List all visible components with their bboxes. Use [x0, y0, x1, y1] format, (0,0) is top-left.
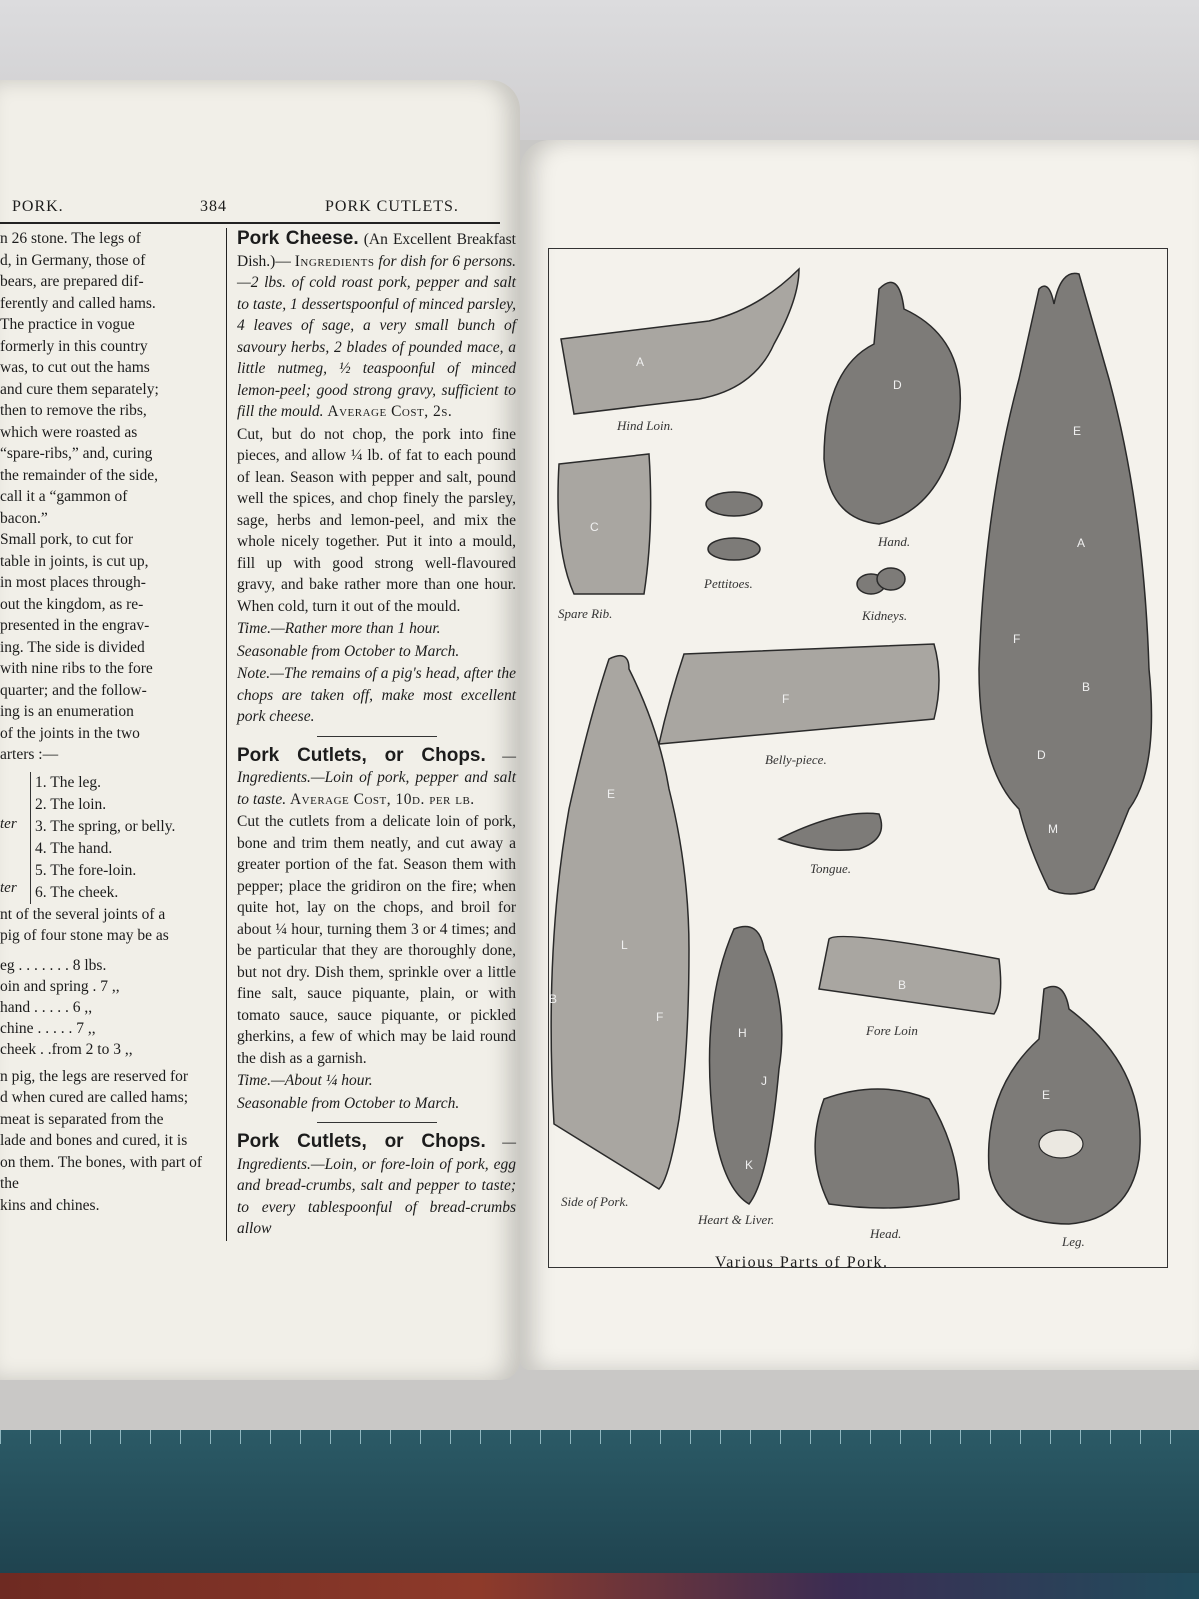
weight-item: chine . . . . . 7 ,,: [0, 1019, 96, 1037]
recipe-seasonable: Seasonable from October to March.: [237, 1094, 460, 1112]
caption-kidneys: Kidneys.: [862, 608, 908, 623]
average-cost: Average Cost, 2s.: [327, 403, 453, 420]
text-line: the remainder of the side,: [0, 466, 158, 484]
cut-letter-label: F: [656, 1010, 664, 1024]
text-line: ing is an enumeration: [0, 703, 134, 720]
belly-piece-cut: [659, 644, 939, 744]
cut-letter-label: J: [761, 1074, 767, 1088]
caption-head: Head.: [870, 1226, 902, 1241]
figure-title: Various Parts of Pork.: [715, 1254, 889, 1271]
recipe-seasonable: Seasonable from October to March.: [237, 642, 460, 660]
text-line: of the joints in the two: [0, 724, 140, 742]
leg-bone: [1039, 1130, 1083, 1158]
weights-list: [0, 955, 218, 1060]
recipe-title: Pork Cutlets, or Chops.: [237, 744, 486, 766]
cut-letter-label: H: [738, 1026, 747, 1040]
text-line: ferently and called hams.: [0, 294, 156, 312]
mat-tick: [1170, 1430, 1171, 1444]
cut-letter-label: B: [1082, 680, 1091, 694]
recipe-note: Note.—The remains of a pig's head, after the chops are taken off, make most excellent pork cheese.: [237, 665, 516, 725]
pork-cheese-recipe: [237, 228, 516, 423]
recipe-method: Cut, but do not chop, the pork into fine pieces, and allow ¼ lb. of fat to each pound of lean. Season with pepper and salt, pound well the spices, and chop finely the parsley, sage, herbs and lemon-peel, and mix the whole nicely together. Put it into a mould, fill up with good strong well-flavoured gravy, and bake rather more than one hour. When cold, turn it out of the mould.: [237, 425, 516, 615]
pettitoes: [708, 538, 760, 560]
text-line: kins and chines.: [0, 1196, 100, 1214]
mat-tick: [510, 1430, 511, 1444]
mat-tick: [630, 1430, 631, 1444]
mat-tick: [1110, 1430, 1111, 1444]
recipe-column: [226, 228, 516, 1241]
mat-tick: [660, 1430, 661, 1444]
caption-pettitoes: Pettitoes.: [704, 576, 753, 591]
text-line: out the kingdom, as re-: [0, 595, 144, 613]
pettitoes: [706, 492, 762, 516]
mat-tick: [90, 1430, 91, 1444]
mat-tick: [690, 1430, 691, 1444]
quarter-label: ter: [0, 816, 17, 832]
running-head: [0, 192, 500, 224]
divider: [317, 1122, 437, 1123]
ingredients-text: —Ingredients.—Loin of pork, pepper and salt to taste.: [237, 747, 516, 808]
hand-cut: [824, 282, 960, 524]
mat-tick: [330, 1430, 331, 1444]
cut-letter-label: A: [636, 355, 645, 369]
text-line: was, to cut out the hams: [0, 359, 150, 376]
fore-loin-cut: [819, 937, 1001, 1015]
ingredients-text: for dish for 6 persons.—2 lbs. of cold roast pork, pepper and salt to taste, 1 dessertspoonful of minced parsley, 4 leaves of sage, a very small bunch of savoury herbs, 2 blades of pounded mace, a little nutmeg, ½ teaspoonful of minced lemon-peel; good strong gravy, sufficient to fill the mould.: [237, 252, 517, 420]
joint-item: 1. The leg.: [35, 773, 102, 791]
mat-tick: [0, 1430, 1, 1444]
mat-tick: [1020, 1430, 1021, 1444]
page-number: 384: [200, 198, 227, 215]
recipe-subtitle: (An Excellent Breakfast Dish.)—: [237, 231, 516, 270]
cut-letter-label: L: [621, 938, 628, 952]
pork-cuts-illustration: [549, 249, 1166, 1266]
pork-cutlets-recipe-2: [237, 1131, 516, 1240]
caption-spare-rib: Spare Rib.: [558, 606, 613, 621]
mat-tick: [120, 1430, 121, 1444]
text-line: “spare-ribs,” and, curing: [0, 445, 153, 462]
text-line: ing. The side is divided: [0, 638, 145, 656]
cut-letter-label: E: [607, 787, 616, 801]
text-line: n 26 stone. The legs of: [0, 230, 141, 247]
text-line: n pig, the legs are reserved for: [0, 1067, 189, 1085]
joint-item: 4. The hand.: [35, 839, 113, 857]
cut-letter-label: A: [1077, 536, 1086, 550]
mat-tick: [150, 1430, 151, 1444]
caption-hand: Hand.: [878, 534, 911, 549]
cut-letter-label: C: [590, 520, 599, 534]
mat-tick: [240, 1430, 241, 1444]
pork-cutlets-recipe: [237, 745, 516, 811]
ingredients-text: —Ingredients.—Loin, or fore-loin of pork, egg and bread-crumbs, salt and pepper to taste; to every tablespoonful of bread-crumbs allow: [237, 1134, 516, 1237]
cut-letter-label: E: [1042, 1088, 1051, 1102]
caption-side-of-pork: Side of Pork.: [561, 1194, 629, 1209]
text-line: and cure them separately;: [0, 380, 159, 398]
mat-tick: [420, 1430, 421, 1444]
cut-letter-label: D: [1037, 748, 1046, 762]
mat-tick: [270, 1430, 271, 1444]
recipe-time: Time.—Rather more than 1 hour.: [237, 620, 441, 637]
text-line: then to remove the ribs,: [0, 402, 147, 419]
mat-tick: [30, 1430, 31, 1444]
quarter-label: ter: [0, 880, 17, 896]
mat-tick: [750, 1430, 751, 1444]
head-cut: [815, 1089, 959, 1208]
text-line: formerly in this country: [0, 337, 148, 355]
text-line: bears, are prepared dif-: [0, 273, 144, 290]
mat-tick: [480, 1430, 481, 1444]
mat-tick: [450, 1430, 451, 1444]
caption-leg: Leg.: [1062, 1234, 1085, 1249]
joint-item: 3. The spring, or belly.: [35, 817, 176, 835]
text-line: call it a “gammon of: [0, 488, 128, 505]
mat-tick: [900, 1430, 901, 1444]
text-line: with nine ribs to the fore: [0, 660, 153, 677]
caption-fore-loin: Fore Loin: [866, 1023, 918, 1038]
hind-loin-cut: [561, 269, 799, 414]
text-line: The practice in vogue: [0, 316, 135, 333]
text-line: arters :—: [0, 746, 59, 763]
mat-tick: [870, 1430, 871, 1444]
running-head-right: PORK CUTLETS.: [325, 198, 459, 215]
cut-letter-label: E: [1073, 424, 1082, 438]
leg-cut: [989, 987, 1141, 1225]
recipe-title: Pork Cheese.: [237, 228, 359, 249]
cut-letter-label: F: [782, 692, 790, 706]
tongue-cut: [779, 813, 882, 850]
mat-tick: [840, 1430, 841, 1444]
cut-letter-label: K: [745, 1158, 754, 1172]
whole-pig: [979, 273, 1152, 894]
weight-item: hand . . . . . 6 ,,: [0, 998, 93, 1016]
mat-tick: [570, 1430, 571, 1444]
cutting-mat: [0, 1430, 1199, 1599]
cut-letter-label: F: [1013, 632, 1021, 646]
caption-heart-liver: Heart & Liver.: [698, 1212, 775, 1227]
text-line: on them. The bones, with part of the: [0, 1153, 203, 1192]
mat-tick: [540, 1430, 541, 1444]
mat-tick: [180, 1430, 181, 1444]
caption-hind-loin: Hind Loin.: [617, 418, 674, 433]
mat-tick: [360, 1430, 361, 1444]
recipe-title: Pork Cutlets, or Chops.: [237, 1131, 486, 1152]
divider: [317, 736, 437, 737]
mat-tick: [1050, 1430, 1051, 1444]
text-line: meat is separated from the: [0, 1110, 164, 1128]
mat-tick: [1080, 1430, 1081, 1444]
mat-tick: [780, 1430, 781, 1444]
mat-tick: [1140, 1430, 1141, 1444]
mat-tick: [60, 1430, 61, 1444]
mat-band: [0, 1573, 1199, 1599]
text-line: Small pork, to cut for: [0, 531, 134, 548]
joint-item: 5. The fore-loin.: [35, 861, 137, 879]
mat-tick: [990, 1430, 991, 1444]
mat-tick: [600, 1430, 601, 1444]
cut-letter-label: D: [893, 378, 902, 392]
running-head-left: PORK.: [12, 198, 64, 215]
text-line: d, in Germany, those of: [0, 251, 146, 269]
cut-letter-label: M: [1048, 822, 1058, 836]
left-text-column: [0, 228, 218, 1216]
text-line: d when cured are called hams;: [0, 1089, 189, 1106]
caption-tongue: Tongue.: [810, 861, 852, 876]
joint-item: 6. The cheek.: [35, 883, 119, 901]
recipe-method: Cut the cutlets from a delicate loin of pork, bone and trim them neatly, and cut away a greater portion of the fat. Season them with pepper; place the gridiron on the fire; when quite hot, lay on the chops, and broil for about ¼ hour, turning them 3 or 4 times; and be particular that they are thoroughly done, but not dry. Dish them, sprinkle over a little fine salt, sauce piquante, plain, or with tomato sauce, sauce piquante, or pickled gherkins, a few of which may be laid round the dish as a garnish.: [237, 813, 516, 1067]
text-line: which were roasted as: [0, 423, 138, 441]
text-line: pig of four stone may be as: [0, 927, 169, 944]
joint-item: 2. The loin.: [35, 795, 107, 813]
illustration-frame: [548, 248, 1168, 1268]
text-line: lade and bones and cured, it is: [0, 1132, 188, 1149]
spare-rib-cut: [558, 454, 651, 594]
mat-tick: [810, 1430, 811, 1444]
weight-item: oin and spring . 7 ,,: [0, 977, 120, 995]
mat-tick: [210, 1430, 211, 1444]
cut-letter-label: B: [898, 978, 907, 992]
mat-tick: [720, 1430, 721, 1444]
average-cost: Average Cost, 10d. per lb.: [289, 790, 475, 808]
cut-letter-label: B: [549, 992, 558, 1006]
caption-belly-piece: Belly-piece.: [765, 752, 827, 767]
mat-tick: [960, 1430, 961, 1444]
text-line: in most places through-: [0, 574, 146, 591]
recipe-time: Time.—About ¼ hour.: [237, 1072, 373, 1089]
mat-tick: [390, 1430, 391, 1444]
joints-list: [30, 772, 218, 904]
text-line: table in joints, is cut up,: [0, 552, 149, 570]
kidneys: [877, 568, 905, 590]
ingredients-label: Ingredients: [294, 252, 375, 270]
text-line: quarter; and the follow-: [0, 681, 147, 699]
weight-item: cheek . .from 2 to 3 ,,: [0, 1040, 133, 1058]
text-line: presented in the engrav-: [0, 617, 150, 634]
mat-tick: [930, 1430, 931, 1444]
text-line: nt of the several joints of a: [0, 905, 166, 923]
text-line: bacon.”: [0, 509, 48, 527]
weight-item: eg . . . . . . . 8 lbs.: [0, 956, 107, 974]
mat-tick: [300, 1430, 301, 1444]
